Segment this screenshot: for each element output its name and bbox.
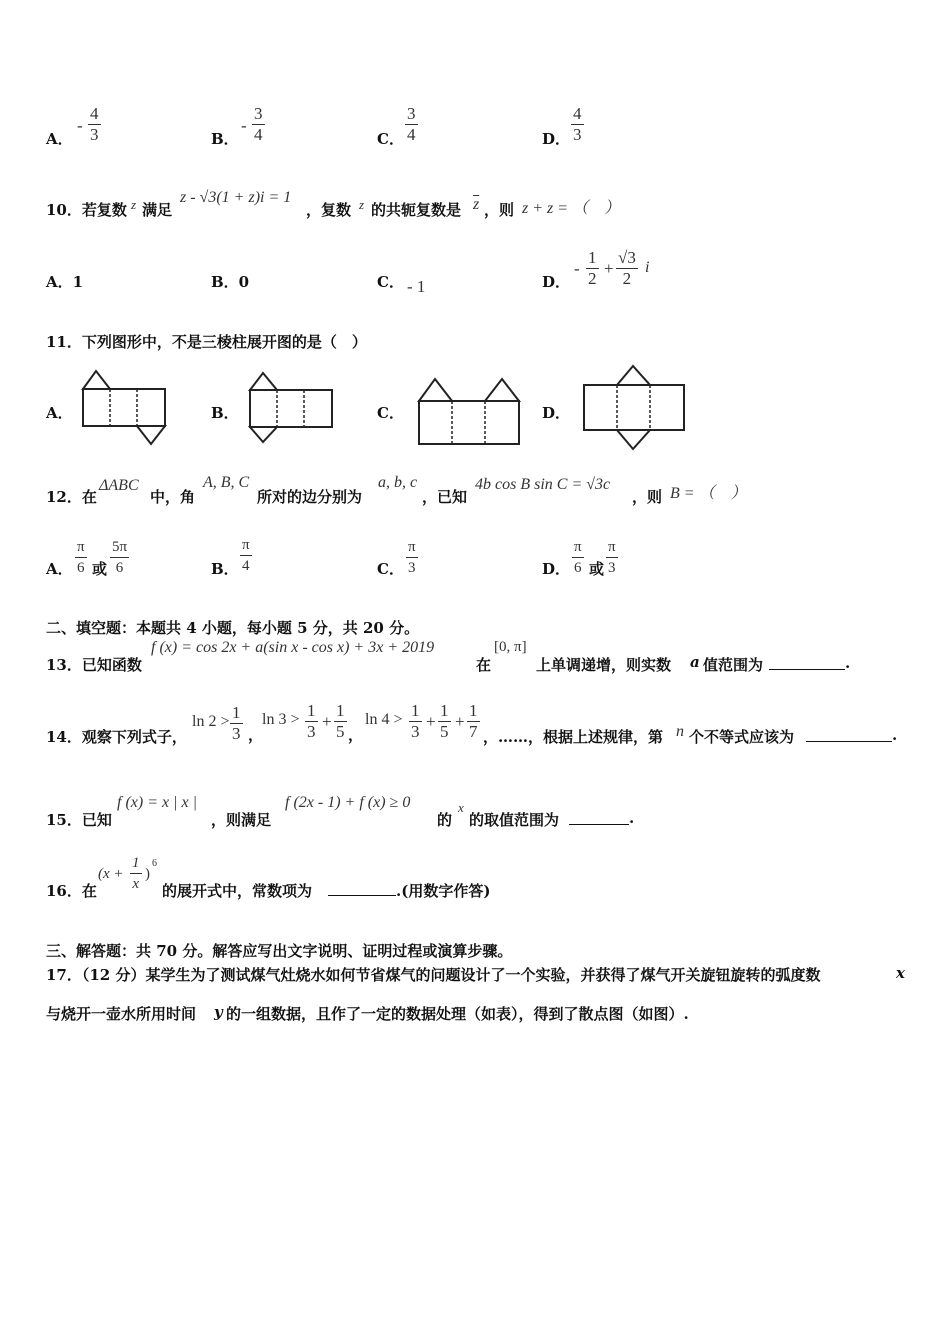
- q9-b-den: 4: [254, 125, 263, 144]
- q14-t1: ，……，根据上述规律，第: [483, 728, 664, 746]
- q14-e3-frac3-num: 1: [469, 701, 478, 720]
- q14-e2-lhs: ln 3 >: [262, 711, 300, 728]
- q10-d-frac1: [586, 248, 599, 289]
- q13-a: a: [690, 653, 700, 671]
- q14-end: .: [892, 726, 898, 744]
- q15-answer-blank: [569, 807, 629, 825]
- q15-t1: ，则满足: [211, 811, 272, 829]
- q12-option-b-label: B．: [211, 560, 239, 578]
- q11-option-d-label: D．: [542, 404, 571, 422]
- q9-option-d-fraction: [571, 104, 584, 145]
- q14-e2-frac2-num: 1: [336, 701, 345, 720]
- q10-d-frac1-den: 2: [588, 269, 597, 288]
- q12-d-frac1: [572, 537, 584, 578]
- q9-option-c-fraction: [405, 104, 418, 145]
- q12-d-frac2: [606, 537, 618, 578]
- q14-e3-frac1: [409, 701, 422, 742]
- q9-a-num: 4: [90, 104, 99, 123]
- q12-t1: 中，角: [150, 488, 196, 506]
- q15-end: .: [629, 809, 635, 827]
- q9-c-num: 3: [407, 104, 416, 123]
- q9-option-b-label: B．: [211, 130, 239, 148]
- q10-t1: 满足: [142, 201, 173, 219]
- q12-triangle: ΔABC: [99, 477, 139, 494]
- q10-option-c-label: C．: [377, 273, 404, 291]
- q14-e2-frac2: [334, 701, 347, 742]
- q14-e3-frac3-den: 7: [469, 722, 478, 741]
- q12-c-frac: [406, 537, 418, 578]
- q17-line2a: 与烧开一壶水所用时间: [46, 1005, 197, 1023]
- q12-prefix: 12．在: [46, 488, 97, 506]
- section-3-heading: 三、解答题：共 70 分。解答应写出文字说明、证明过程或演算步骤。: [46, 942, 513, 960]
- q12-t2: 所对的边分别为: [257, 488, 363, 506]
- q12-t3: ，已知: [422, 488, 468, 506]
- q12-a-frac2-num: 5π: [110, 537, 129, 558]
- q11-figure-c: [415, 376, 523, 448]
- q10-option-d-label: D．: [542, 273, 571, 291]
- q13-t1: 在: [476, 656, 492, 674]
- q12-d-frac1-den: 6: [574, 560, 582, 576]
- q14-comma-2: ，: [348, 726, 364, 744]
- q14-e2-frac1-num: 1: [307, 701, 316, 720]
- q13-t2: 上单调递增，则实数: [536, 656, 672, 674]
- q12-d-frac1-num: π: [572, 537, 584, 558]
- q10-option-c-value: - 1: [407, 277, 426, 296]
- q16-den: x: [132, 876, 140, 892]
- q14-e2-frac1-den: 3: [307, 722, 316, 741]
- q9-d-num: 4: [573, 104, 582, 123]
- q11-figure-a: [80, 368, 170, 448]
- q10-zbar: $\overline{z}$: [473, 196, 480, 213]
- q14-n: n: [676, 723, 684, 740]
- q9-option-a-sign: -: [77, 116, 83, 135]
- q14-e1-num: 1: [232, 703, 241, 722]
- q10-d-frac2: [616, 248, 638, 289]
- q9-option-c-label: C．: [377, 130, 404, 148]
- q10-formula: z - √3(1 + z)i = 1: [180, 189, 292, 206]
- q11-option-c-label: C．: [377, 404, 404, 422]
- q9-c-den: 4: [407, 125, 416, 144]
- q14-e2-frac1: [305, 701, 318, 742]
- q14-e3-frac3: [467, 701, 480, 742]
- q9-option-d-label: D．: [542, 130, 571, 148]
- q16-frac: [130, 853, 142, 894]
- q11-text: 11．下列图形中，不是三棱柱展开图的是（ ）: [46, 333, 367, 351]
- q16-close: ): [145, 866, 150, 882]
- q16-prefix: 16．在: [46, 882, 97, 900]
- q14-e3-frac1-den: 3: [411, 722, 420, 741]
- q12-ask: B = （ ）: [670, 485, 747, 502]
- q10-d-frac2-num: √3: [618, 248, 636, 267]
- q14-e3-lhs: ln 4 >: [365, 711, 403, 728]
- q10-t4: ，则: [484, 201, 515, 219]
- q12-a-frac2-den: 6: [115, 560, 124, 576]
- q10-t2: ，复数: [306, 201, 352, 219]
- q17-line2b: 的一组数据，且作了一定的数据处理（如表），得到了散点图（如图）.: [226, 1005, 689, 1023]
- q16-answer-blank: [328, 878, 396, 896]
- q14-e1-frac: [230, 703, 243, 744]
- q9-option-a-label: A．: [46, 130, 73, 148]
- q16-open: (x +: [98, 866, 124, 882]
- q10-expr: z + z = （ ）: [522, 200, 621, 217]
- q11-option-b-label: B．: [211, 404, 239, 422]
- q15-x: x: [458, 800, 464, 815]
- q15-t2: 的: [437, 811, 453, 829]
- q14-e2-plus: +: [322, 712, 332, 731]
- q9-b-num: 3: [254, 104, 263, 123]
- q10-option-b: B．0: [211, 273, 250, 291]
- q12-b-den: 4: [242, 558, 250, 574]
- q15-f: f (x) = x | x |: [117, 794, 197, 811]
- q14-answer-blank: [806, 724, 892, 742]
- q15-prefix: 15．已知: [46, 811, 112, 829]
- q16-num: 1: [130, 853, 142, 874]
- q11-option-a-label: A．: [46, 404, 73, 422]
- q12-a-or: 或: [92, 560, 108, 578]
- q10-d-plus: +: [604, 259, 614, 278]
- q17-line1: 17．（12 分）某学生为了测试煤气灶烧水如何节省煤气的问题设计了一个实验，并获得了煤气开关旋钮旋转的弧度数: [46, 966, 821, 984]
- q12-angles: A, B, C: [203, 474, 250, 491]
- q13-t3: 值范围为: [703, 656, 764, 674]
- q11-figure-d: [580, 363, 690, 453]
- q10-option-a: A．1: [46, 273, 84, 291]
- q12-a-frac1: [75, 537, 87, 578]
- q12-a-frac1-den: 6: [77, 560, 85, 576]
- q9-option-b-fraction: [252, 104, 265, 145]
- q13-formula: f (x) = cos 2x + a(sin x - cos x) + 3x + 2019: [151, 639, 435, 656]
- q12-sides: a, b, c: [378, 474, 418, 491]
- q9-option-a-fraction: [88, 104, 101, 145]
- q9-option-b-sign: -: [241, 116, 247, 135]
- q14-e3-plus2: +: [455, 712, 465, 731]
- q14-t2: 个不等式应该为: [689, 728, 795, 746]
- q12-t4: ，则: [632, 488, 663, 506]
- q13-end: .: [845, 654, 851, 672]
- q14-prefix: 14．观察下列式子，: [46, 728, 187, 746]
- q16-t2: .(用数字作答): [396, 882, 491, 900]
- q15-cond: f (2x - 1) + f (x) ≥ 0: [285, 794, 411, 811]
- q12-b-num: π: [240, 535, 252, 556]
- q14-e3-frac2-den: 5: [440, 722, 449, 741]
- q10-d-frac1-num: 1: [588, 248, 597, 267]
- q17-y: y: [214, 1003, 223, 1021]
- q12-option-c-label: C．: [377, 560, 404, 578]
- q12-a-frac2: [110, 537, 129, 578]
- q16-exponent: 6: [152, 858, 157, 869]
- q12-d-frac2-num: π: [606, 537, 618, 558]
- q9-d-den: 3: [573, 125, 582, 144]
- q13-answer-blank: [769, 652, 845, 670]
- q10-prefix: 10．若复数: [46, 201, 127, 219]
- q13-prefix: 13．已知函数: [46, 656, 142, 674]
- q14-comma-1: ，: [248, 726, 264, 744]
- q13-interval: [0, π]: [494, 639, 527, 655]
- q14-e3-frac2: [438, 701, 451, 742]
- q12-d-or: 或: [589, 560, 605, 578]
- q14-e1-den: 3: [232, 724, 241, 743]
- q10-z: z: [131, 197, 137, 212]
- q14-e1-lhs: ln 2 >: [192, 713, 230, 730]
- q10-d-i: i: [645, 259, 650, 276]
- q10-z2: z: [359, 197, 365, 212]
- q12-a-frac1-num: π: [75, 537, 87, 558]
- q14-e2-frac2-den: 5: [336, 722, 345, 741]
- q11-figure-b: [247, 370, 337, 445]
- q14-e3-frac1-num: 1: [411, 701, 420, 720]
- q12-d-frac2-den: 3: [608, 560, 616, 576]
- q12-option-d-label: D．: [542, 560, 571, 578]
- q16-t1: 的展开式中，常数项为: [162, 882, 313, 900]
- q17-x: x: [896, 964, 905, 982]
- q14-e3-plus1: +: [426, 712, 436, 731]
- q12-formula: 4b cos B sin C = √3c: [475, 476, 611, 493]
- q12-option-a-label: A．: [46, 560, 73, 578]
- q10-d-frac2-den: 2: [622, 269, 632, 288]
- q15-t3: 的取值范围为: [469, 811, 560, 829]
- q10-t3: 的共轭复数是: [371, 201, 462, 219]
- q12-c-num: π: [406, 537, 418, 558]
- q12-b-frac: [240, 535, 252, 576]
- q10-d-minus: -: [574, 259, 580, 278]
- q12-c-den: 3: [408, 560, 416, 576]
- q14-e3-frac2-num: 1: [440, 701, 449, 720]
- q9-a-den: 3: [90, 125, 99, 144]
- section-2-heading: 二、填空题：本题共 4 小题，每小题 5 分，共 20 分。: [46, 619, 420, 637]
